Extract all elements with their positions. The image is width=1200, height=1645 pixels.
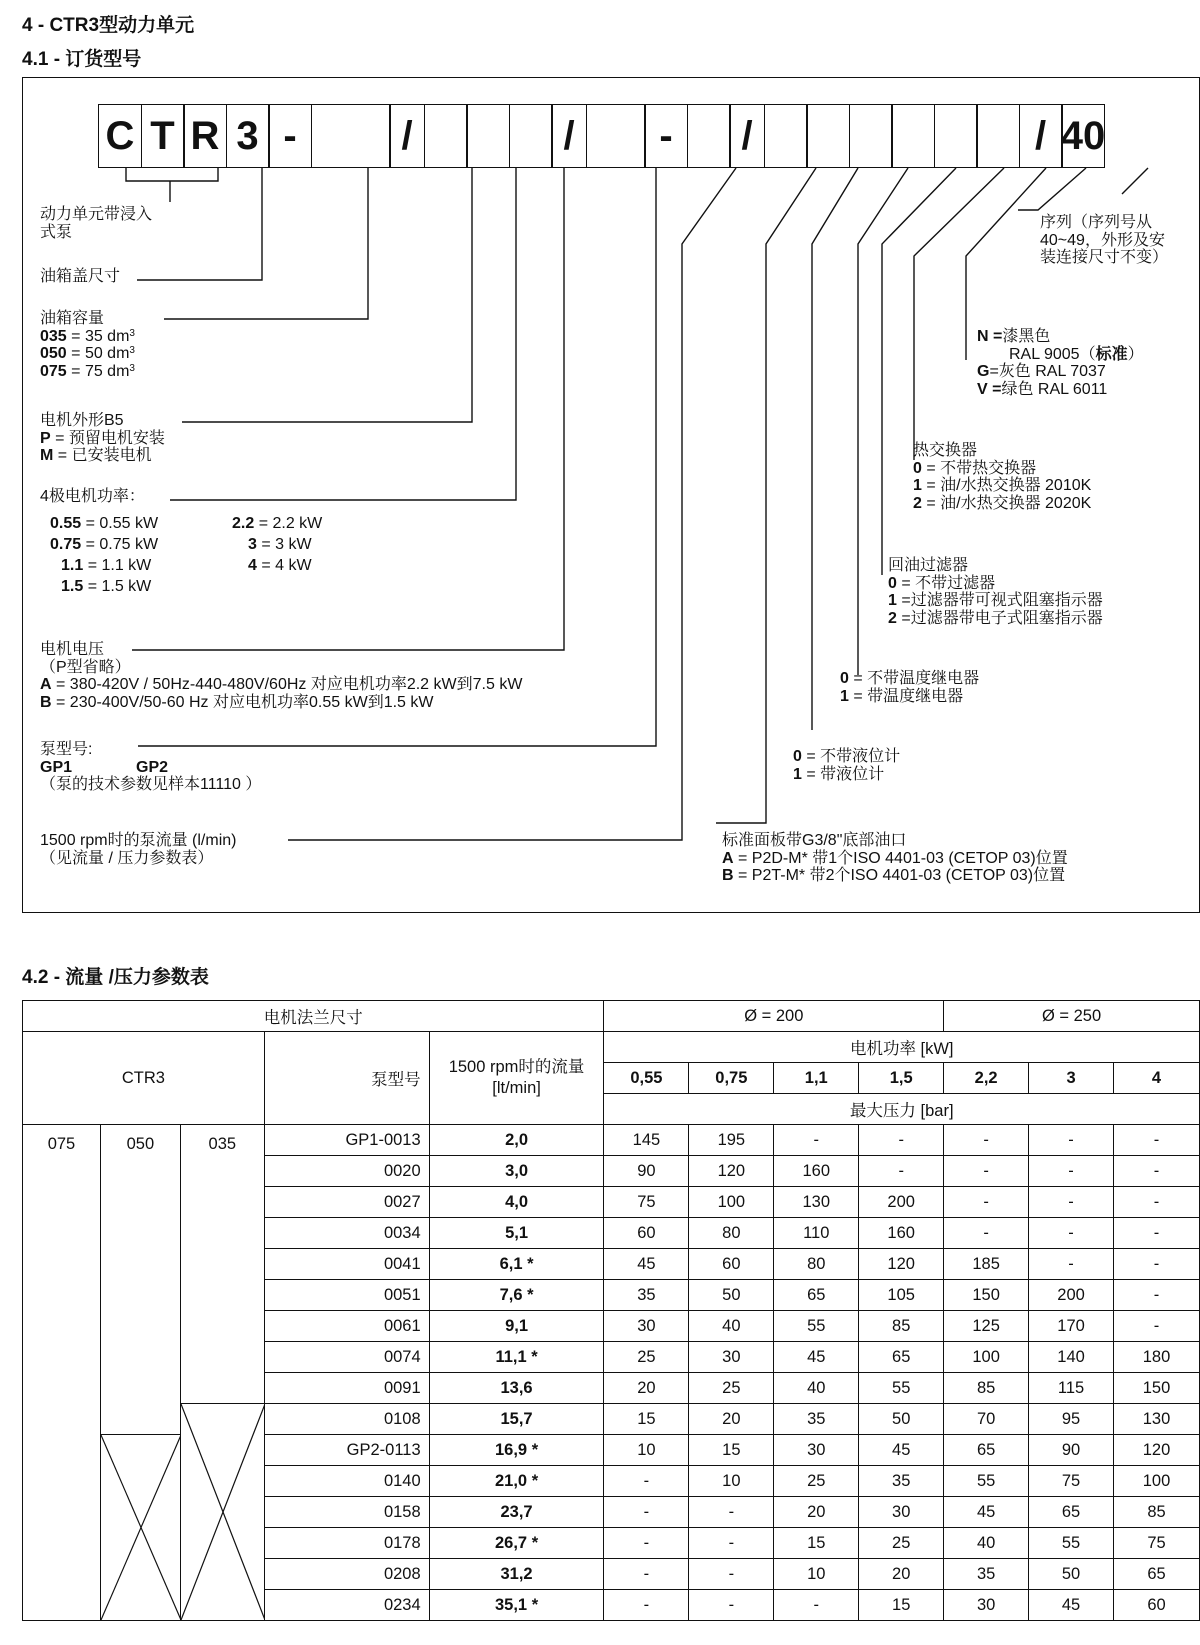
pressure-cell: 10: [604, 1435, 689, 1466]
hx-title: 热交换器: [913, 442, 978, 459]
label-color: [977, 328, 1144, 398]
code-cell: /: [551, 104, 587, 168]
lv-1-key: 1: [793, 765, 802, 783]
power-key: 3: [248, 536, 257, 553]
header-pump-type: 泵型号: [264, 1032, 429, 1125]
pump-type-cell: 0051: [264, 1280, 429, 1311]
power-key: 4: [248, 557, 257, 574]
pressure-cell: 25: [689, 1373, 774, 1404]
pressure-cell: 55: [859, 1373, 944, 1404]
pressure-cell: 100: [944, 1342, 1029, 1373]
hx-1-value: = 油/水热交换器 2010K: [921, 477, 1092, 494]
leader-panel: [716, 168, 816, 823]
code-cell: -: [644, 104, 688, 168]
label-unit-pump-line2: 式泵: [40, 223, 73, 241]
code-cell: R: [183, 104, 227, 168]
tank-050-cell: 050: [100, 1125, 180, 1435]
leader-series-b: [1122, 168, 1148, 194]
color-v-key: V =: [977, 380, 1002, 398]
tank-035-key: 035: [40, 327, 67, 345]
pressure-cell: 50: [1029, 1559, 1114, 1590]
label-pump-title: 泵型号:: [40, 741, 93, 758]
flow-cell: 21,0 *: [429, 1466, 604, 1497]
hx-0-value: = 不带热交换器: [921, 459, 1037, 477]
tr-0-key: 0: [840, 670, 849, 687]
label-cover: 油箱盖尺寸: [40, 268, 121, 285]
pressure-cell: -: [1029, 1156, 1114, 1187]
lv-0-value: = 不带液位计: [801, 748, 901, 765]
label-temp-relay: [840, 670, 979, 705]
pressure-cell: -: [1114, 1187, 1200, 1218]
pressure-cell: 55: [1029, 1528, 1114, 1559]
leader-motor: [182, 168, 472, 422]
pressure-cell: 15: [689, 1435, 774, 1466]
pressure-cell: 35: [944, 1559, 1029, 1590]
series-line: 40~49，外形及安: [1040, 231, 1165, 249]
pressure-cell: 50: [859, 1404, 944, 1435]
pump-type-cell: 0208: [264, 1559, 429, 1590]
code-cell: /: [729, 104, 765, 168]
pressure-cell: 110: [774, 1218, 859, 1249]
pressure-cell: 45: [944, 1497, 1029, 1528]
label-power-title: 4极电机功率：: [40, 488, 145, 505]
power-key: 1.5: [61, 578, 84, 595]
tank-075-exp: 3: [129, 362, 135, 374]
flow-cell: 3,0: [429, 1156, 604, 1187]
header-flange: 电机法兰尺寸: [23, 1001, 604, 1032]
lv-1-value: = 带液位计: [801, 765, 885, 783]
power-value: = 1.1 kW: [83, 557, 152, 574]
pump-type-cell: 0061: [264, 1311, 429, 1342]
cross-mark: [101, 1435, 181, 1620]
power-header-cell: 1,1: [774, 1063, 859, 1094]
leader-flow: [288, 168, 736, 840]
flow-cell: 31,2: [429, 1559, 604, 1590]
pressure-cell: 75: [1114, 1528, 1200, 1559]
pressure-cell: 35: [859, 1466, 944, 1497]
pressure-cell: -: [1114, 1280, 1200, 1311]
pressure-cell: -: [944, 1187, 1029, 1218]
code-cell: -: [268, 104, 312, 168]
pressure-cell: 115: [1029, 1373, 1114, 1404]
pressure-cell: 65: [859, 1342, 944, 1373]
pressure-cell: 40: [774, 1373, 859, 1404]
leader-filter: [882, 168, 956, 575]
pump-type-cell: 0020: [264, 1156, 429, 1187]
pressure-cell: 30: [604, 1311, 689, 1342]
tank-050-key: 050: [40, 345, 67, 362]
tank-035-not-applicable: [180, 1404, 264, 1621]
header-flow: 1500 rpm时的流量 [lt/min]: [429, 1032, 604, 1125]
flow-cell: 15,7: [429, 1404, 604, 1435]
label-pump-note: （泵的技术参数见样本11110 ）: [40, 776, 262, 793]
pressure-cell: -: [1114, 1125, 1200, 1156]
code-cell: C: [98, 104, 142, 168]
pressure-cell: 60: [604, 1218, 689, 1249]
pressure-cell: 65: [1114, 1559, 1200, 1590]
pressure-cell: 150: [1114, 1373, 1200, 1404]
power-value: = 0.75 kW: [81, 536, 159, 553]
label-panel: [722, 832, 1068, 885]
flow-cell: 5,1: [429, 1218, 604, 1249]
pressure-cell: 15: [604, 1404, 689, 1435]
flow-cell: 9,1: [429, 1311, 604, 1342]
power-column-left: [50, 513, 158, 597]
pressure-cell: 120: [1114, 1435, 1200, 1466]
power-header-cell: 0,55: [604, 1063, 689, 1094]
pressure-cell: 20: [604, 1373, 689, 1404]
pressure-cell: -: [689, 1528, 774, 1559]
section-ordering-code: 4.1 - 订货型号: [22, 49, 142, 70]
flow-cell: 7,6 *: [429, 1280, 604, 1311]
pressure-cell: -: [944, 1156, 1029, 1187]
color-n-ral: RAL 9005（: [1009, 345, 1096, 363]
table-row: [23, 1404, 1200, 1435]
pressure-cell: 90: [1029, 1435, 1114, 1466]
volt-b-key: B: [40, 693, 52, 711]
pressure-cell: 20: [774, 1497, 859, 1528]
label-return-filter: [888, 557, 1103, 627]
rf-0-key: 0: [888, 574, 897, 592]
flow-cell: 26,7 *: [429, 1528, 604, 1559]
hx-1-key: 1: [913, 477, 922, 494]
motor-p-key: P: [40, 429, 51, 447]
pressure-cell: -: [859, 1125, 944, 1156]
volt-b-value: = 230-400V/50-60 Hz 对应电机功率0.55 kW到1.5 kW: [51, 693, 434, 711]
pressure-cell: 35: [604, 1280, 689, 1311]
pressure-cell: 60: [689, 1249, 774, 1280]
tr-1-value: = 带温度继电器: [848, 687, 964, 705]
color-n-standard: 标准: [1095, 345, 1128, 363]
pressure-cell: -: [859, 1156, 944, 1187]
leader-series-a: [1018, 168, 1086, 210]
pump-type-cell: 0108: [264, 1404, 429, 1435]
pressure-cell: 40: [689, 1311, 774, 1342]
label-voltage-note: （P型省略）: [40, 658, 131, 676]
panel-a-value: = P2D-M* 带1个ISO 4401-03 (CETOP 03)位置: [733, 849, 1068, 867]
pressure-cell: 55: [774, 1311, 859, 1342]
series-line: 装连接尺寸不变）: [1040, 249, 1169, 266]
pressure-cell: -: [1114, 1311, 1200, 1342]
tank-035-cell: 035: [180, 1125, 264, 1404]
rf-1-key: 1: [888, 592, 897, 609]
color-n-value: 漆黑色: [1002, 328, 1051, 345]
label-voltage-title: 电机电压: [40, 641, 105, 658]
pressure-cell: 130: [1114, 1404, 1200, 1435]
pressure-cell: 75: [604, 1187, 689, 1218]
pressure-cell: 150: [944, 1280, 1029, 1311]
pressure-cell: -: [944, 1218, 1029, 1249]
pump-type-cell: 0041: [264, 1249, 429, 1280]
color-g-key: G: [977, 363, 990, 380]
pressure-cell: 180: [1114, 1342, 1200, 1373]
code-cell: 3: [226, 104, 270, 168]
rf-title: 回油过滤器: [888, 557, 969, 574]
pressure-cell: -: [1029, 1218, 1114, 1249]
series-line: 序列（序列号从: [1040, 214, 1153, 231]
power-value: = 2.2 kW: [254, 515, 323, 532]
pressure-cell: -: [604, 1528, 689, 1559]
code-cell: /: [1019, 104, 1063, 168]
pressure-cell: 20: [689, 1404, 774, 1435]
power-header-cell: 3: [1029, 1063, 1114, 1094]
flow-cell: 35,1 *: [429, 1590, 604, 1621]
pressure-cell: -: [1029, 1125, 1114, 1156]
pressure-cell: -: [689, 1590, 774, 1621]
pressure-cell: 85: [859, 1311, 944, 1342]
leader-tank: [164, 168, 368, 319]
tank-075-key: 075: [40, 362, 67, 380]
label-unit-pump: [40, 206, 152, 241]
hx-2-value: = 油/水热交换器 2020K: [921, 494, 1092, 512]
pressure-cell: 30: [944, 1590, 1029, 1621]
label-voltage: [40, 641, 522, 711]
header-max-pressure: 最大压力 [bar]: [604, 1094, 1200, 1125]
pressure-cell: 120: [859, 1249, 944, 1280]
pressure-cell: 200: [859, 1187, 944, 1218]
pressure-cell: 125: [944, 1311, 1029, 1342]
power-value: = 3 kW: [256, 536, 312, 553]
table-row: [23, 1125, 1200, 1156]
pump-type-cell: 0140: [264, 1466, 429, 1497]
panel-title: 标准面板带G3/8"底部油口: [722, 832, 907, 849]
pressure-cell: -: [944, 1125, 1029, 1156]
hx-2-key: 2: [913, 494, 922, 512]
pressure-cell: 50: [689, 1280, 774, 1311]
pressure-cell: 30: [859, 1497, 944, 1528]
pump-type-cell: GP1-0013: [264, 1125, 429, 1156]
pressure-cell: -: [1114, 1156, 1200, 1187]
flow-cell: 2,0: [429, 1125, 604, 1156]
pressure-cell: 120: [689, 1156, 774, 1187]
pressure-cell: -: [1114, 1249, 1200, 1280]
pressure-cell: -: [604, 1559, 689, 1590]
pressure-cell: 20: [859, 1559, 944, 1590]
tr-0-value: = 不带温度继电器: [848, 670, 980, 687]
pressure-cell: 90: [604, 1156, 689, 1187]
pressure-cell: 65: [774, 1280, 859, 1311]
tank-035-value: = 35 dm: [66, 327, 130, 345]
power-value: = 1.5 kW: [83, 578, 152, 595]
flow-cell: 6,1 *: [429, 1249, 604, 1280]
rf-0-value: = 不带过滤器: [896, 574, 996, 592]
pump-type-cell: 0027: [264, 1187, 429, 1218]
pressure-cell: 100: [1114, 1466, 1200, 1497]
pressure-cell: 55: [944, 1466, 1029, 1497]
volt-a-value: = 380-420V / 50Hz-440-480V/60Hz 对应电机功率2.2 kW到7.5 kW: [51, 676, 523, 693]
tank-050-value: = 50 dm: [66, 345, 130, 362]
pressure-cell: 30: [774, 1435, 859, 1466]
code-cell: T: [141, 104, 185, 168]
pressure-cell: -: [1029, 1249, 1114, 1280]
tank-075-value: = 75 dm: [66, 362, 130, 380]
label-flow: [40, 832, 236, 867]
pressure-cell: 25: [859, 1528, 944, 1559]
motor-m-value: = 已安装电机: [53, 447, 152, 464]
label-tank: [40, 310, 135, 380]
label-flow-title: 1500 rpm时的泵流量 (l/min): [40, 832, 237, 849]
volt-a-key: A: [40, 676, 52, 693]
label-motor: [40, 412, 165, 465]
tank-035-exp: 3: [129, 327, 135, 339]
power-value: = 4 kW: [256, 557, 312, 574]
leader-level: [812, 168, 858, 730]
pressure-cell: 45: [859, 1435, 944, 1466]
cross-mark: [181, 1404, 265, 1620]
tank-075-cell: 075: [23, 1125, 101, 1621]
pressure-cell: -: [774, 1590, 859, 1621]
tank-050-not-applicable: [100, 1435, 180, 1621]
pump-type-cell: 0091: [264, 1373, 429, 1404]
flow-cell: 16,9 *: [429, 1435, 604, 1466]
pressure-cell: 170: [1029, 1311, 1114, 1342]
code-cell: 40: [1061, 104, 1105, 168]
pressure-cell: 160: [859, 1218, 944, 1249]
pump-type-cell: 0034: [264, 1218, 429, 1249]
label-unit-pump-line1: 动力单元带浸入: [40, 206, 153, 223]
panel-a-key: A: [722, 849, 734, 867]
flow-pressure-table: [22, 1000, 1200, 1621]
color-g-value: =灰色 RAL 7037: [989, 363, 1106, 380]
lv-0-key: 0: [793, 748, 802, 765]
page-heading: 4 - CTR3型动力单元: [22, 15, 195, 36]
pressure-cell: 15: [774, 1528, 859, 1559]
pump-type-cell: 0234: [264, 1590, 429, 1621]
leader-heat: [914, 168, 1004, 460]
pressure-cell: 45: [774, 1342, 859, 1373]
pressure-cell: -: [1029, 1187, 1114, 1218]
color-n-key: N =: [977, 328, 1003, 345]
header-motor-power: 电机功率 [kW]: [604, 1032, 1200, 1063]
pressure-cell: 80: [774, 1249, 859, 1280]
pressure-cell: -: [689, 1559, 774, 1590]
pressure-cell: 105: [859, 1280, 944, 1311]
pump-type-cell: 0158: [264, 1497, 429, 1528]
panel-b-key: B: [722, 867, 734, 884]
pressure-cell: -: [604, 1497, 689, 1528]
leader-cover: [137, 168, 262, 280]
label-motor-title: 电机外形B5: [40, 412, 124, 429]
section-flow-pressure: 4.2 - 流量 /压力参数表: [22, 967, 209, 988]
power-value: = 0.55 kW: [81, 515, 159, 532]
pressure-cell: 45: [1029, 1590, 1114, 1621]
pressure-cell: 85: [1114, 1497, 1200, 1528]
leader-power: [170, 168, 516, 500]
label-heat-exchanger: [913, 442, 1091, 512]
rf-1-value: =过滤器带可视式阻塞指示器: [896, 592, 1103, 609]
pump-gp2: GP2: [136, 758, 169, 776]
pressure-cell: 65: [944, 1435, 1029, 1466]
pressure-cell: 195: [689, 1125, 774, 1156]
power-key: 2.2: [232, 515, 255, 532]
tr-1-key: 1: [840, 687, 849, 705]
motor-p-value: = 预留电机安装: [50, 429, 165, 447]
pressure-cell: 95: [1029, 1404, 1114, 1435]
pressure-cell: 145: [604, 1125, 689, 1156]
label-tank-title: 油箱容量: [40, 310, 105, 327]
pressure-cell: -: [689, 1497, 774, 1528]
flow-cell: 13,6: [429, 1373, 604, 1404]
power-key: 0.55: [50, 515, 82, 532]
color-v-value: 绿色 RAL 6011: [1001, 380, 1108, 398]
pressure-cell: 25: [774, 1466, 859, 1497]
pump-type-cell: 0074: [264, 1342, 429, 1373]
pressure-cell: 65: [1029, 1497, 1114, 1528]
label-series: [1040, 214, 1168, 267]
label-pump: [40, 741, 261, 794]
pressure-cell: 15: [859, 1590, 944, 1621]
power-key: 0.75: [50, 536, 82, 553]
pressure-cell: 185: [944, 1249, 1029, 1280]
power-key: 1.1: [61, 557, 84, 574]
pressure-cell: 160: [774, 1156, 859, 1187]
pressure-cell: 60: [1114, 1590, 1200, 1621]
pump-gp1: GP1: [40, 758, 73, 776]
flow-cell: 11,1 *: [429, 1342, 604, 1373]
power-header-cell: 4: [1114, 1063, 1200, 1094]
pressure-cell: 140: [1029, 1342, 1114, 1373]
label-level-gauge: [793, 748, 900, 783]
pressure-cell: -: [604, 1466, 689, 1497]
pressure-cell: 80: [689, 1218, 774, 1249]
power-header-cell: 1,5: [859, 1063, 944, 1094]
panel-b-value: = P2T-M* 带2个ISO 4401-03 (CETOP 03)位置: [733, 867, 1066, 884]
pressure-cell: 75: [1029, 1466, 1114, 1497]
motor-m-key: M: [40, 447, 54, 464]
pressure-cell: 100: [689, 1187, 774, 1218]
flow-cell: 23,7: [429, 1497, 604, 1528]
pressure-cell: 40: [944, 1528, 1029, 1559]
power-header-cell: 0,75: [689, 1063, 774, 1094]
pump-type-cell: GP2-0113: [264, 1435, 429, 1466]
header-d200: Ø = 200: [604, 1001, 944, 1032]
tank-050-exp: 3: [129, 345, 135, 356]
pressure-cell: -: [1114, 1218, 1200, 1249]
flow-cell: 4,0: [429, 1187, 604, 1218]
pump-type-cell: 0178: [264, 1528, 429, 1559]
pressure-cell: 70: [944, 1404, 1029, 1435]
pressure-cell: 10: [774, 1559, 859, 1590]
header-ctr3: CTR3: [23, 1032, 265, 1125]
pressure-cell: 200: [1029, 1280, 1114, 1311]
rf-2-key: 2: [888, 609, 897, 627]
pressure-cell: 130: [774, 1187, 859, 1218]
power-header-cell: 2,2: [944, 1063, 1029, 1094]
hx-0-key: 0: [913, 459, 922, 477]
pressure-cell: 10: [689, 1466, 774, 1497]
leader-voltage: [132, 168, 564, 650]
code-cell: /: [389, 104, 425, 168]
pressure-cell: 25: [604, 1342, 689, 1373]
color-n-paren: ）: [1127, 345, 1144, 363]
pressure-cell: 30: [689, 1342, 774, 1373]
power-column-right: [232, 513, 322, 576]
pressure-cell: 35: [774, 1404, 859, 1435]
pressure-cell: 45: [604, 1249, 689, 1280]
pressure-cell: -: [604, 1590, 689, 1621]
label-flow-note: （见流量 / 压力参数表）: [40, 849, 214, 867]
header-d250: Ø = 250: [944, 1001, 1200, 1032]
pressure-cell: 85: [944, 1373, 1029, 1404]
rf-2-value: =过滤器带电子式阻塞指示器: [896, 609, 1103, 627]
pressure-cell: -: [774, 1125, 859, 1156]
leader-unit-pump: [126, 168, 218, 181]
